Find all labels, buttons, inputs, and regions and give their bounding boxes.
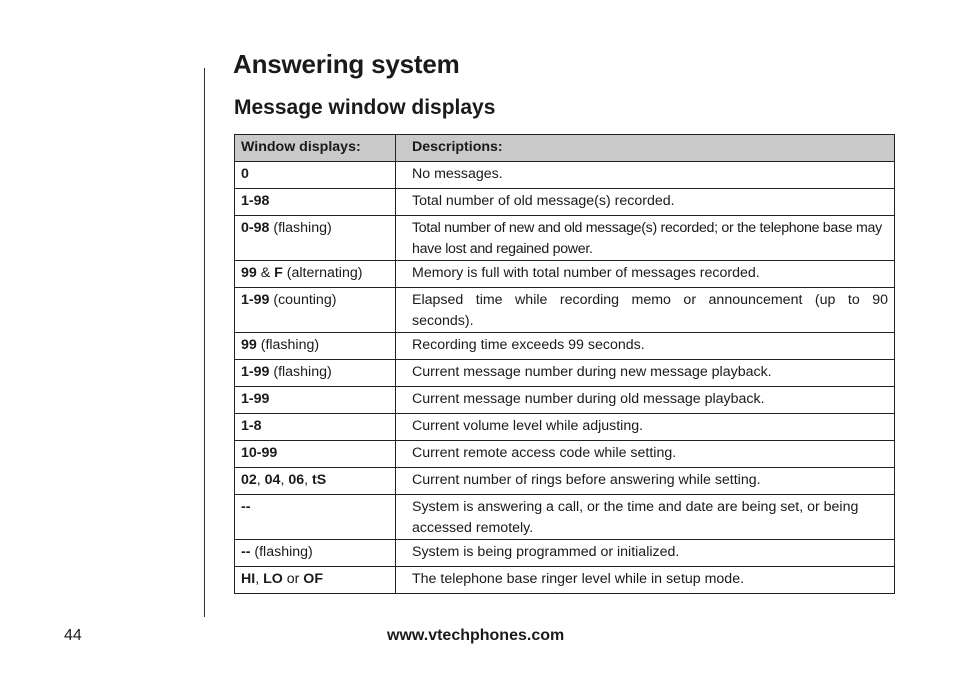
description-cell: Current message number during old message playback. — [396, 387, 895, 414]
table-row — [235, 468, 895, 495]
table-row — [235, 414, 895, 441]
display-cell: 1-98 — [235, 189, 396, 216]
page-number: 44 — [64, 627, 82, 644]
description-cell: Elapsed time while recording memo or announcement (up to 90 seconds). — [396, 288, 895, 333]
description-cell: Total number of new and old message(s) recorded; or the telephone base may have lost and regained power. — [396, 216, 895, 261]
display-cell: 1-99 (counting) — [235, 288, 396, 333]
display-cell: HI, LO or OF — [235, 567, 396, 594]
display-cell: 0-98 (flashing) — [235, 216, 396, 261]
table-row — [235, 495, 895, 540]
display-cell: 0 — [235, 162, 396, 189]
message-display-table — [234, 134, 895, 594]
description-cell: The telephone base ringer level while in setup mode. — [396, 567, 895, 594]
description-cell: No messages. — [396, 162, 895, 189]
display-cell: 1-8 — [235, 414, 396, 441]
description-cell: System is being programmed or initialized. — [396, 540, 895, 567]
table-row — [235, 333, 895, 360]
display-cell: 1-99 — [235, 387, 396, 414]
display-cell: -- — [235, 495, 396, 540]
description-cell: Current number of rings before answering while setting. — [396, 468, 895, 495]
table-row — [235, 360, 895, 387]
display-cell: 99 & F (alternating) — [235, 261, 396, 288]
margin-rule — [204, 68, 205, 617]
description-cell: Total number of old message(s) recorded. — [396, 189, 895, 216]
page-heading: Answering system — [233, 49, 460, 79]
table-row — [235, 387, 895, 414]
table-header-row — [235, 135, 895, 162]
table-row — [235, 567, 895, 594]
description-cell: Current message number during new message playback. — [396, 360, 895, 387]
description-cell: Recording time exceeds 99 seconds. — [396, 333, 895, 360]
description-cell: System is answering a call, or the time and date are being set, or being accessed remotely. — [396, 495, 895, 540]
display-cell: 1-99 (flashing) — [235, 360, 396, 387]
description-cell: Current remote access code while setting. — [396, 441, 895, 468]
display-cell: 02, 04, 06, tS — [235, 468, 396, 495]
table-row — [235, 261, 895, 288]
display-cell: 99 (flashing) — [235, 333, 396, 360]
table-row — [235, 216, 895, 261]
table-row — [235, 189, 895, 216]
description-cell: Current volume level while adjusting. — [396, 414, 895, 441]
display-cell: 10-99 — [235, 441, 396, 468]
column-header-descriptions: Descriptions: — [396, 135, 895, 162]
table-row — [235, 441, 895, 468]
section-heading: Message window displays — [234, 96, 496, 119]
table-row — [235, 162, 895, 189]
table-row — [235, 288, 895, 333]
table-row — [235, 540, 895, 567]
footer-website-link[interactable]: www.vtechphones.com — [387, 627, 565, 644]
display-cell: -- (flashing) — [235, 540, 396, 567]
description-cell: Memory is full with total number of messages recorded. — [396, 261, 895, 288]
column-header-window-displays: Window displays: — [235, 135, 396, 162]
